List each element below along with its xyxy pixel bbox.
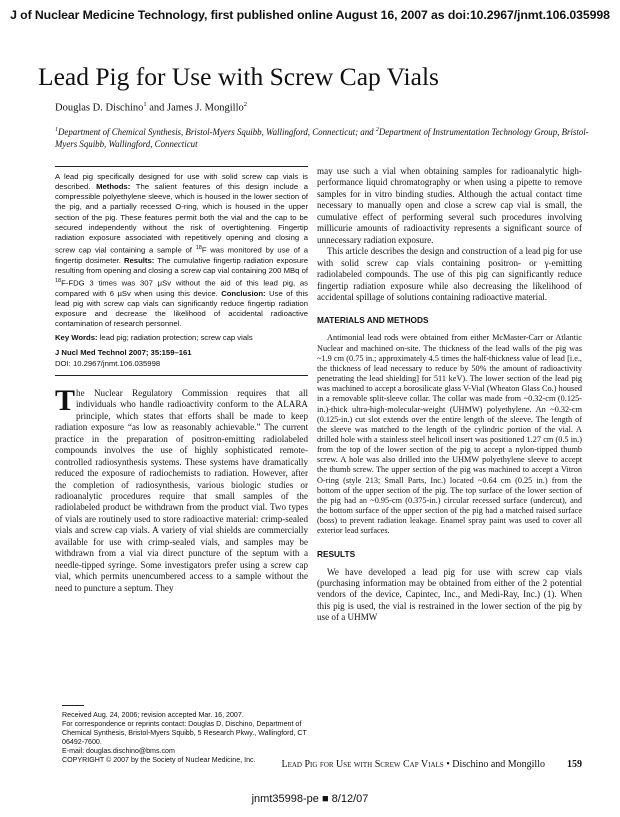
abstract-bottom-rule xyxy=(55,375,308,376)
stamp-square: ■ xyxy=(321,793,329,805)
affiliations xyxy=(55,124,595,150)
right-paragraph-2: This article describes the design and construction of a lead pig for use with solid screw cap vials containing positron- or γ-emitting radiolabeled compounds. The use of this pig can significantly reduce fingertip radiation exposure while also decreasing the likelihood of accidental spillage of solutions containing radioactive material. xyxy=(317,246,582,302)
citation-journal: J Nucl Med Technol 2007; 35:159–161 xyxy=(55,348,192,358)
running-footer xyxy=(200,759,582,770)
affil-1-sup: 1 xyxy=(55,127,58,133)
abstract-methods-text: The salient features of this design include a compressible polyethylene sleeve, which is housed in the lower section of the pig, and a partially recessed O-ring, which is housed in the upper section of the pig. These features permit both the vial and the cap to be secured independently without the risk of overtightening. Fingertip radiation exposure associated with repetitively opening and closing a screw cap vial containing a sample of xyxy=(55,182,308,255)
journal-banner: J of Nuclear Medicine Technology, first published online August 16, 2007 as doi:10.2967/jnmt.106.035998 xyxy=(10,8,610,22)
author-2: James J. Mongillo xyxy=(167,102,244,114)
abstract-results-text-2: F-FDG 3 times was 307 μSv without the aid of this lead pig, as compared with 6 μSv when using this device. xyxy=(55,278,308,298)
right-paragraph-1: may use such a vial when obtaining samples for radioanalytic high-performance liquid chromatography or when using a pipette to remove samples for in vitro binding studies. Although the actual contact time necessary to manually open and close a screw cap vial is small, the cumulative effect of performing several such procedures involving millicurie amounts of radioactivity represents a significant source of unnecessary radiation exposure. xyxy=(317,166,582,245)
stamp-date: 8/12/07 xyxy=(331,793,369,805)
fdg-mass-number: 18 xyxy=(55,278,62,285)
left-column xyxy=(55,172,308,594)
methods-paragraph: Antimonial lead rods were obtained from either McMaster-Carr or Atlantic Nuclear and machined on-site. The thickness of the lead walls of the pig was ~1.9 cm (0.75 in.; approximately 4.5 times the half-thickness value of lead [i.e., the thickness of lead necessary to reduce by 50% the amount of radioactivity penetrating the lead shielding] for 511 keV). The lower section of the lead pig was machined to accept a borosilicate glass V-Vial (Wheaton Glass Co.) housed in a removable split-sleeve collar. The collar was made from ~0.32-cm (0.125-in.)-thick ultra-high-molecular-weight (UHMW) polyethylene. An ~0.32-cm (0.125-in.) cut slot extends over the entire length of the sleeve. The length of the sleeve was matched to the length of the cylindric portion of the vial. A drilled hole with a stainless steel helicoil insert was positioned 1.27 cm (0.5 in.) from the top of the lower section of the pig to accept a nylon-tipped thumb screw. A hole was also drilled into the UHMW polyethylene sleeve to accept the thumb screw. The upper section of the pig was machined to accept a Vitron O-ring (style 213; Small Parts, Inc.) located ~0.64 cm (0.25 in.) from the bottom of the upper section of the pig. The top surface of the lower section of the pig had an ~0.95-cm (0.375-in.) circular recessed surface (undercut), and the bottom surface of the upper section of the pig had a matched raised surface (boss) to prevent radiation leakage. Enamel spray paint was used to cover all exterior lead surfaces. xyxy=(317,333,582,536)
abstract-top-rule xyxy=(55,166,308,167)
stamp-id: jnmt35998-pe xyxy=(251,793,319,805)
page-number: 159 xyxy=(567,759,582,770)
abstract-methods-label: Methods: xyxy=(96,182,131,192)
running-bullet: • xyxy=(443,759,453,770)
footnote-email: E-mail: douglas.dischino@bms.com xyxy=(62,747,175,755)
running-title: Lead Pig for Use with Screw Cap Vials xyxy=(281,759,444,770)
citation-doi: DOI: 10.2967/jnmt.106.035998 xyxy=(55,358,161,368)
results-heading: RESULTS xyxy=(317,548,356,559)
keywords-label: Key Words: xyxy=(55,333,98,343)
abstract-methods-tail: F was monitored by use of a fingertip dosimeter. xyxy=(55,245,308,265)
footnote-received: Received Aug. 24, 2006; revision accepted Mar. 16, 2007. xyxy=(62,711,244,719)
author-and: and xyxy=(146,102,168,114)
abstract-results-label: Results: xyxy=(123,255,155,265)
author-1-sup: 1 xyxy=(143,101,147,108)
article-title: Lead Pig for Use with Screw Cap Vials xyxy=(38,62,439,91)
f18-mass-number: 18 xyxy=(195,245,202,252)
keywords-text: lead pig; radiation protection; screw cap vials xyxy=(97,333,253,343)
running-authors: Dischino and Mongillo xyxy=(452,759,545,770)
drop-cap: T xyxy=(55,383,76,417)
citation xyxy=(55,348,308,368)
author-line xyxy=(55,101,247,114)
affil-2: Department of Instrumentation Technology Group, Bristol-Myers Squibb, Wallingford, Connecticut xyxy=(55,126,589,149)
abstract-conclusion-label: Conclusion: xyxy=(221,288,266,298)
keywords xyxy=(55,333,308,342)
abstract-intro: A lead pig specifically designed for use with solid screw cap vials is described. xyxy=(55,172,308,192)
intro-text: he Nuclear Regulatory Commission requires that all individuals who handle radioactivity conform to the ALARA principle, which states that efforts shall be made to keep radiation exposure “as low as reasonably achievable.” The current practice in the preparation of positron-emitting radiolabeled compounds involves the use of highly sophisticated remote-controlled radiosynthesis systems. These systems have dramatically reduced the exposure of radiochemists to radiation. However, after the completion of radiosynthesis, various biologic studies or radioanalytic procedures require that small samples of the radiolabeled product be withdrawn from the product vial. Two types of vials are routinely used to store radioactive material: crimp-sealed vials and screw cap vials. A variety of vial shields are commercially available for use with crimp-sealed vials, and samples may be withdrawn from a vial via direct puncture of the septum with a needle-tipped syringe. Some investigators prefer using a screw cap vial, which permits unencumbered access to a sample without the need to puncture a septum. They xyxy=(55,387,308,593)
footnote-copyright: COPYRIGHT © 2007 by the Society of Nuclear Medicine, Inc. xyxy=(62,756,256,764)
methods-heading: MATERIALS AND METHODS xyxy=(317,315,429,326)
abstract-results-text: The cumulative fingertip radiation exposure resulting from opening and closing a screw cap vial containing 200 MBq of xyxy=(55,255,308,275)
affil-1: Department of Chemical Synthesis, Bristol-Myers Squibb, Wallingford, Connecticut; and xyxy=(58,126,376,137)
footnote-correspondence: For correspondence or reprints contact: Douglas D. Dischino, Department of Chemical Synthesis, Bristol-Myers Squibb, 5 Research Pkwy., Wallingford, CT 06492-7600. xyxy=(62,720,307,746)
results-paragraph: We have developed a lead pig for use with screw cap vials (purchasing information may be obtained from either of the 2 potential vendors of the device, Capintec, Inc., and Medi-Ray, Inc.) (1). When this pig is used, the vial is restrained in the lower section of the pig by use of a UHMW xyxy=(317,566,582,623)
abstract xyxy=(55,172,308,329)
intro-paragraph xyxy=(55,383,308,594)
right-column xyxy=(317,166,582,624)
author-2-sup: 2 xyxy=(243,101,248,108)
production-stamp xyxy=(0,793,620,805)
footnote-rule xyxy=(62,705,84,706)
abstract-conclusion-text: Use of this lead pig with screw cap vials can significantly reduce fingertip radiation exposure and decrease the likelihood of accidental radioactive contamination of research personnel. xyxy=(55,288,308,329)
author-1: Douglas D. Dischino xyxy=(55,102,144,114)
affil-2-sup: 2 xyxy=(375,127,379,133)
footnote xyxy=(55,711,308,765)
